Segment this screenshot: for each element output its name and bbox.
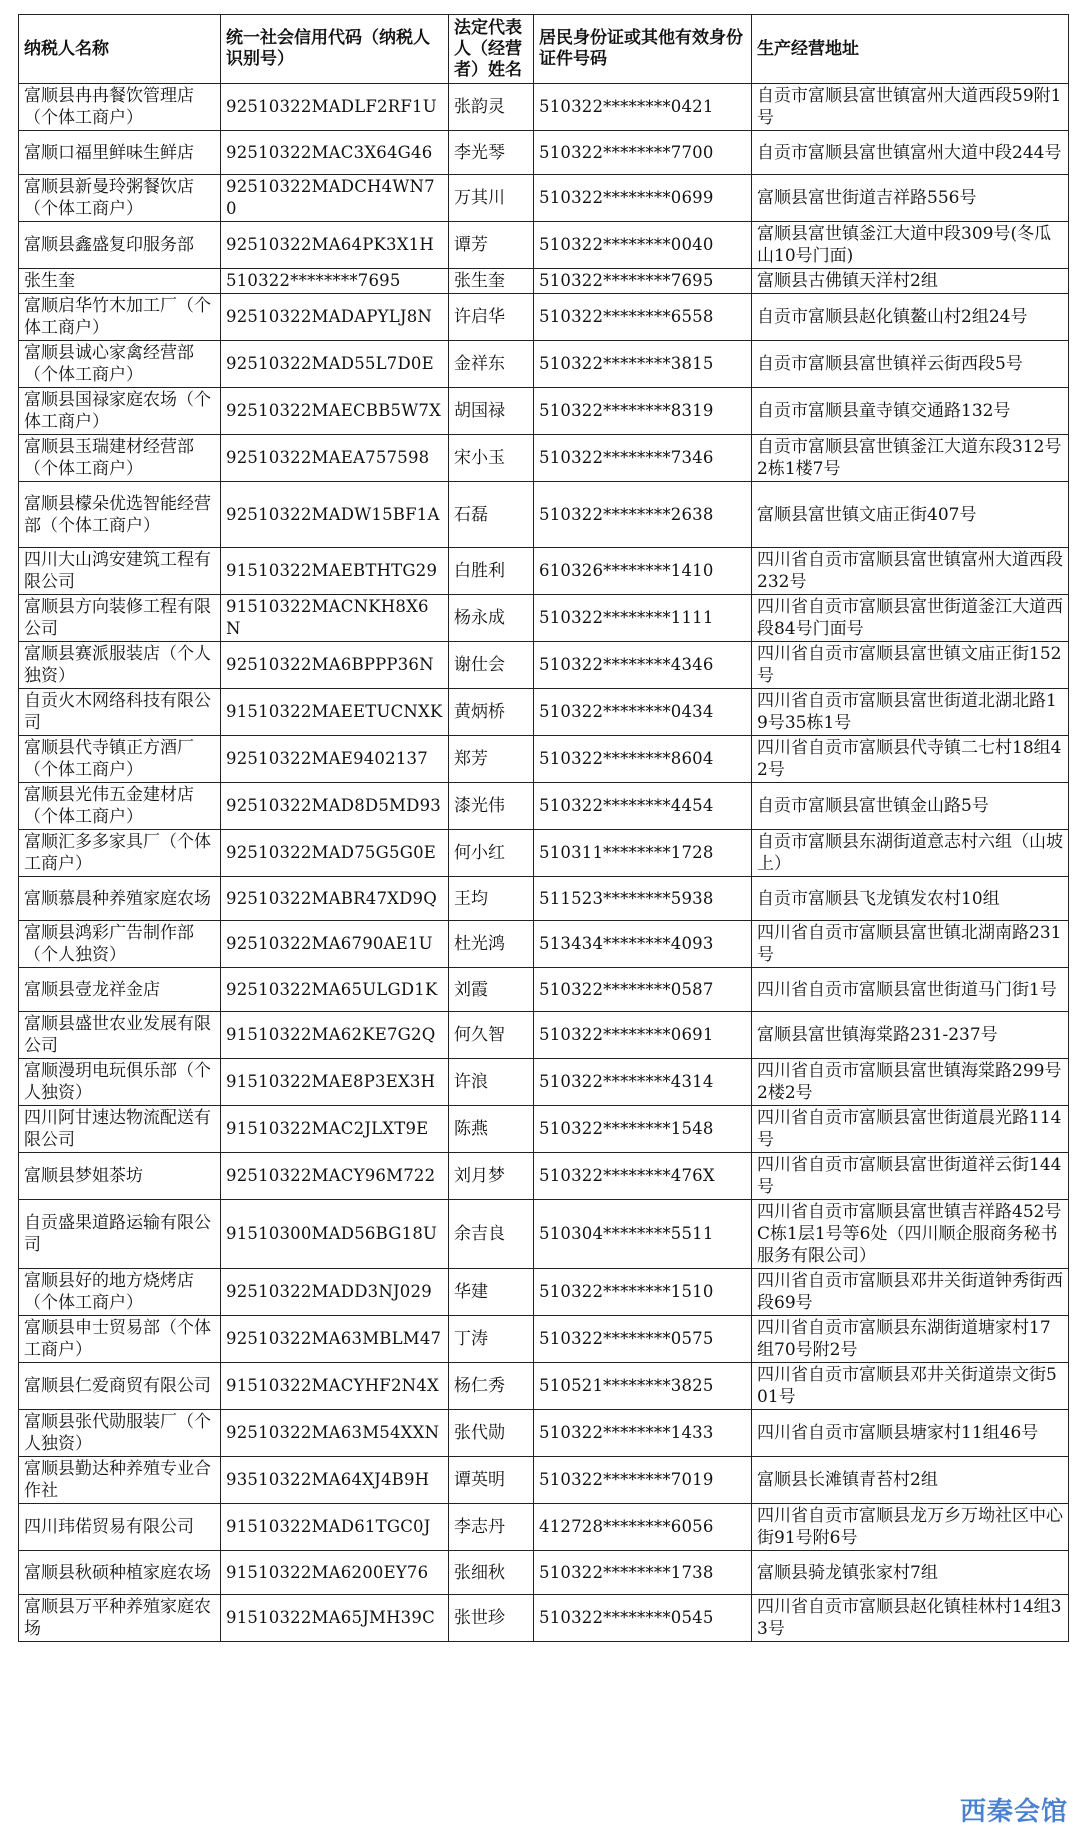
table-row <box>19 877 1069 921</box>
cell-taxpayer-name: 四川大山鸿安建筑工程有限公司 <box>19 548 221 595</box>
cell-id-number: 510322********4454 <box>534 783 752 830</box>
cell-taxpayer-name: 富顺县鸿彩广告制作部（个人独资） <box>19 921 221 968</box>
table-row <box>19 1106 1069 1153</box>
cell-credit-code: 92510322MA63MBLM47 <box>221 1316 449 1363</box>
cell-address: 四川省自贡市富顺县富世镇吉祥路452号C栋1层1号等6处（四川顺企服商务秘书服务有限公司） <box>752 1200 1069 1269</box>
cell-address: 四川省自贡市富顺县邓井关街道钟秀街西段69号 <box>752 1269 1069 1316</box>
cell-credit-code: 92510322MA6BPPP36N <box>221 642 449 689</box>
cell-credit-code: 92510322MACY96M722 <box>221 1153 449 1200</box>
cell-legal-representative: 何久智 <box>449 1012 534 1059</box>
cell-credit-code: 91510322MACNKH8X6N <box>221 595 449 642</box>
cell-credit-code: 92510322MA63M54XXN <box>221 1410 449 1457</box>
cell-taxpayer-name: 富顺县鑫盛复印服务部 <box>19 222 221 269</box>
table-row <box>19 131 1069 175</box>
cell-credit-code: 92510322MADCH4WN70 <box>221 175 449 222</box>
cell-taxpayer-name: 富顺县万平种养殖家庭农场 <box>19 1595 221 1642</box>
header-credit-code: 统一社会信用代码（纳税人识别号） <box>221 15 449 84</box>
table-row <box>19 1200 1069 1269</box>
cell-id-number: 510322********1433 <box>534 1410 752 1457</box>
cell-taxpayer-name: 富顺县梦姐茶坊 <box>19 1153 221 1200</box>
cell-address: 自贡市富顺县富世镇金山路5号 <box>752 783 1069 830</box>
cell-legal-representative: 华建 <box>449 1269 534 1316</box>
table-row <box>19 830 1069 877</box>
table-row <box>19 1269 1069 1316</box>
cell-credit-code: 92510322MA64PK3X1H <box>221 222 449 269</box>
cell-address: 自贡市富顺县富世镇富州大道中段244号 <box>752 131 1069 175</box>
cell-taxpayer-name: 自贡火木网络科技有限公司 <box>19 689 221 736</box>
cell-id-number: 510322********8319 <box>534 388 752 435</box>
cell-credit-code: 91510322MA6200EY76 <box>221 1551 449 1595</box>
cell-address: 自贡市富顺县飞龙镇发农村10组 <box>752 877 1069 921</box>
cell-taxpayer-name: 富顺县秋硕种植家庭农场 <box>19 1551 221 1595</box>
cell-address: 自贡市富顺县赵化镇鳌山村2组24号 <box>752 294 1069 341</box>
cell-credit-code: 91510322MAC2JLXT9E <box>221 1106 449 1153</box>
cell-id-number: 510322********7346 <box>534 435 752 482</box>
cell-credit-code: 91510322MAD61TGC0J <box>221 1504 449 1551</box>
cell-taxpayer-name: 富顺县代寺镇正方酒厂（个体工商户） <box>19 736 221 783</box>
cell-id-number: 510322********1548 <box>534 1106 752 1153</box>
cell-id-number: 510322********0545 <box>534 1595 752 1642</box>
cell-legal-representative: 李志丹 <box>449 1504 534 1551</box>
table-row <box>19 435 1069 482</box>
table-header <box>19 15 1069 84</box>
table-row <box>19 595 1069 642</box>
cell-taxpayer-name: 富顺县赛派服装店（个人独资） <box>19 642 221 689</box>
cell-taxpayer-name: 富顺县张代勋服装厂（个人独资） <box>19 1410 221 1457</box>
cell-credit-code: 91510322MA62KE7G2Q <box>221 1012 449 1059</box>
cell-id-number: 510322********1111 <box>534 595 752 642</box>
cell-address: 四川省自贡市富顺县邓井关街道崇文街501号 <box>752 1363 1069 1410</box>
table-row <box>19 341 1069 388</box>
cell-legal-representative: 谢仕会 <box>449 642 534 689</box>
table-row <box>19 175 1069 222</box>
cell-taxpayer-name: 富顺县壹龙祥金店 <box>19 968 221 1012</box>
table-row <box>19 269 1069 294</box>
cell-legal-representative: 万其川 <box>449 175 534 222</box>
table-row <box>19 968 1069 1012</box>
cell-legal-representative: 张世珍 <box>449 1595 534 1642</box>
cell-credit-code: 92510322MAD8D5MD93 <box>221 783 449 830</box>
cell-id-number: 510322********7700 <box>534 131 752 175</box>
cell-credit-code: 92510322MA65ULGD1K <box>221 968 449 1012</box>
table-row <box>19 1012 1069 1059</box>
cell-id-number: 510322********1738 <box>534 1551 752 1595</box>
cell-taxpayer-name: 自贡盛果道路运输有限公司 <box>19 1200 221 1269</box>
cell-id-number: 510322********7019 <box>534 1457 752 1504</box>
table-row <box>19 783 1069 830</box>
cell-taxpayer-name: 张生奎 <box>19 269 221 294</box>
cell-credit-code: 92510322MABR47XD9Q <box>221 877 449 921</box>
cell-legal-representative: 金祥东 <box>449 341 534 388</box>
cell-id-number: 510322********1510 <box>534 1269 752 1316</box>
cell-legal-representative: 许浪 <box>449 1059 534 1106</box>
cell-id-number: 510304********5511 <box>534 1200 752 1269</box>
cell-legal-representative: 许启华 <box>449 294 534 341</box>
cell-legal-representative: 胡国禄 <box>449 388 534 435</box>
cell-id-number: 510322********0421 <box>534 84 752 131</box>
cell-credit-code: 92510322MADW15BF1A <box>221 482 449 548</box>
cell-legal-representative: 郑芳 <box>449 736 534 783</box>
cell-address: 富顺县富世镇文庙正街407号 <box>752 482 1069 548</box>
cell-taxpayer-name: 富顺县诚心家禽经营部（个体工商户） <box>19 341 221 388</box>
cell-credit-code: 91510322MAEBTHTG29 <box>221 548 449 595</box>
cell-credit-code: 93510322MA64XJ4B9H <box>221 1457 449 1504</box>
cell-legal-representative: 余吉良 <box>449 1200 534 1269</box>
table-row <box>19 736 1069 783</box>
cell-address: 四川省自贡市富顺县代寺镇二七村18组42号 <box>752 736 1069 783</box>
cell-address: 富顺县富世镇釜江大道中段309号(冬瓜山10号门面) <box>752 222 1069 269</box>
cell-address: 四川省自贡市富顺县富世街道釜江大道西段84号门面号 <box>752 595 1069 642</box>
header-address: 生产经营地址 <box>752 15 1069 84</box>
cell-id-number: 510322********0040 <box>534 222 752 269</box>
cell-taxpayer-name: 富顺县仁爱商贸有限公司 <box>19 1363 221 1410</box>
taxpayer-table <box>18 14 1069 1642</box>
cell-legal-representative: 王均 <box>449 877 534 921</box>
table-body <box>19 84 1069 1642</box>
cell-credit-code: 91510300MAD56BG18U <box>221 1200 449 1269</box>
cell-credit-code: 92510322MAE9402137 <box>221 736 449 783</box>
cell-legal-representative: 白胜利 <box>449 548 534 595</box>
cell-taxpayer-name: 富顺县冉冉餐饮管理店（个体工商户） <box>19 84 221 131</box>
cell-id-number: 610326********1410 <box>534 548 752 595</box>
cell-id-number: 510322********3815 <box>534 341 752 388</box>
cell-credit-code: 92510322MAD75G5G0E <box>221 830 449 877</box>
cell-id-number: 412728********6056 <box>534 1504 752 1551</box>
cell-taxpayer-name: 富顺县玉瑞建材经营部（个体工商户） <box>19 435 221 482</box>
cell-address: 富顺县长滩镇青苔村2组 <box>752 1457 1069 1504</box>
cell-credit-code: 91510322MAEETUCNXK <box>221 689 449 736</box>
cell-taxpayer-name: 四川玮偌贸易有限公司 <box>19 1504 221 1551</box>
cell-taxpayer-name: 富顺县新曼玲粥餐饮店（个体工商户） <box>19 175 221 222</box>
cell-id-number: 513434********4093 <box>534 921 752 968</box>
table-row <box>19 1457 1069 1504</box>
cell-credit-code: 92510322MADLF2RF1U <box>221 84 449 131</box>
cell-legal-representative: 陈燕 <box>449 1106 534 1153</box>
cell-address: 四川省自贡市富顺县富世街道马门街1号 <box>752 968 1069 1012</box>
table-row <box>19 1153 1069 1200</box>
cell-credit-code: 510322********7695 <box>221 269 449 294</box>
table-row <box>19 1363 1069 1410</box>
cell-legal-representative: 张韵灵 <box>449 84 534 131</box>
table-row <box>19 642 1069 689</box>
cell-address: 自贡市富顺县富世镇富州大道西段59附1号 <box>752 84 1069 131</box>
cell-taxpayer-name: 富顺启华竹木加工厂（个体工商户） <box>19 294 221 341</box>
cell-address: 四川省自贡市富顺县富世镇北湖南路231号 <box>752 921 1069 968</box>
cell-id-number: 510322********2638 <box>534 482 752 548</box>
cell-address: 四川省自贡市富顺县富世镇富州大道西段232号 <box>752 548 1069 595</box>
header-taxpayer-name: 纳税人名称 <box>19 15 221 84</box>
cell-address: 四川省自贡市富顺县富世街道祥云街144号 <box>752 1153 1069 1200</box>
cell-credit-code: 92510322MAD55L7D0E <box>221 341 449 388</box>
table-row <box>19 1410 1069 1457</box>
table-row <box>19 222 1069 269</box>
cell-legal-representative: 宋小玉 <box>449 435 534 482</box>
cell-id-number: 511523********5938 <box>534 877 752 921</box>
cell-address: 自贡市富顺县东湖街道意志村六组（山坡上） <box>752 830 1069 877</box>
cell-id-number: 510322********4346 <box>534 642 752 689</box>
cell-id-number: 510322********7695 <box>534 269 752 294</box>
cell-legal-representative: 何小红 <box>449 830 534 877</box>
cell-taxpayer-name: 富顺县盛世农业发展有限公司 <box>19 1012 221 1059</box>
cell-id-number: 510322********0575 <box>534 1316 752 1363</box>
cell-id-number: 510322********0691 <box>534 1012 752 1059</box>
cell-address: 富顺县富世街道吉祥路556号 <box>752 175 1069 222</box>
cell-legal-representative: 刘霞 <box>449 968 534 1012</box>
cell-legal-representative: 石磊 <box>449 482 534 548</box>
cell-legal-representative: 杨永成 <box>449 595 534 642</box>
cell-address: 四川省自贡市富顺县东湖街道塘家村17组70号附2号 <box>752 1316 1069 1363</box>
cell-legal-representative: 张代勋 <box>449 1410 534 1457</box>
cell-credit-code: 92510322MADAPYLJ8N <box>221 294 449 341</box>
cell-taxpayer-name: 富顺县方向装修工程有限公司 <box>19 595 221 642</box>
cell-legal-representative: 谭芳 <box>449 222 534 269</box>
cell-taxpayer-name: 富顺县国禄家庭农场（个体工商户） <box>19 388 221 435</box>
table-row <box>19 689 1069 736</box>
cell-address: 四川省自贡市富顺县富世镇海棠路299号2楼2号 <box>752 1059 1069 1106</box>
cell-taxpayer-name: 四川阿甘速达物流配送有限公司 <box>19 1106 221 1153</box>
cell-credit-code: 91510322MA65JMH39C <box>221 1595 449 1642</box>
cell-address: 四川省自贡市富顺县富世街道北湖北路19号35栋1号 <box>752 689 1069 736</box>
cell-address: 自贡市富顺县富世镇釜江大道东段312号2栋1楼7号 <box>752 435 1069 482</box>
table-row <box>19 1059 1069 1106</box>
cell-credit-code: 92510322MA6790AE1U <box>221 921 449 968</box>
table-row <box>19 1595 1069 1642</box>
cell-legal-representative: 谭英明 <box>449 1457 534 1504</box>
cell-legal-representative: 漆光伟 <box>449 783 534 830</box>
table-row <box>19 1551 1069 1595</box>
cell-taxpayer-name: 富顺漫玥电玩俱乐部（个人独资） <box>19 1059 221 1106</box>
cell-credit-code: 92510322MAC3X64G46 <box>221 131 449 175</box>
table-row <box>19 1504 1069 1551</box>
cell-credit-code: 92510322MADD3NJ029 <box>221 1269 449 1316</box>
cell-address: 自贡市富顺县富世镇祥云街西段5号 <box>752 341 1069 388</box>
cell-credit-code: 91510322MACYHF2N4X <box>221 1363 449 1410</box>
cell-address: 四川省自贡市富顺县龙万乡万坳社区中心街91号附6号 <box>752 1504 1069 1551</box>
cell-credit-code: 92510322MAEA757598 <box>221 435 449 482</box>
table-row <box>19 482 1069 548</box>
table-row <box>19 548 1069 595</box>
cell-taxpayer-name: 富顺汇多多家具厂（个体工商户） <box>19 830 221 877</box>
cell-taxpayer-name: 富顺口福里鲜味生鲜店 <box>19 131 221 175</box>
header-legal-representative: 法定代表人（经营者）姓名 <box>449 15 534 84</box>
cell-legal-representative: 张生奎 <box>449 269 534 294</box>
cell-id-number: 510322********6558 <box>534 294 752 341</box>
cell-taxpayer-name: 富顺慕晨种养殖家庭农场 <box>19 877 221 921</box>
cell-id-number: 510521********3825 <box>534 1363 752 1410</box>
cell-taxpayer-name: 富顺县檬朵优选智能经营部（个体工商户） <box>19 482 221 548</box>
table-row <box>19 294 1069 341</box>
cell-legal-representative: 李光琴 <box>449 131 534 175</box>
cell-id-number: 510322********476X <box>534 1153 752 1200</box>
cell-address: 富顺县富世镇海棠路231-237号 <box>752 1012 1069 1059</box>
taxpayer-table-wrapper <box>18 14 1068 1642</box>
cell-legal-representative: 张细秋 <box>449 1551 534 1595</box>
cell-address: 富顺县古佛镇天洋村2组 <box>752 269 1069 294</box>
table-row <box>19 1316 1069 1363</box>
cell-legal-representative: 杜光鸿 <box>449 921 534 968</box>
cell-taxpayer-name: 富顺县光伟五金建材店（个体工商户） <box>19 783 221 830</box>
cell-taxpayer-name: 富顺县勤达种养殖专业合作社 <box>19 1457 221 1504</box>
cell-credit-code: 91510322MAE8P3EX3H <box>221 1059 449 1106</box>
cell-legal-representative: 黄炳桥 <box>449 689 534 736</box>
cell-address: 自贡市富顺县童寺镇交通路132号 <box>752 388 1069 435</box>
table-row <box>19 921 1069 968</box>
cell-id-number: 510322********0699 <box>534 175 752 222</box>
cell-address: 四川省自贡市富顺县赵化镇桂林村14组33号 <box>752 1595 1069 1642</box>
header-id-number: 居民身份证或其他有效身份证件号码 <box>534 15 752 84</box>
cell-taxpayer-name: 富顺县好的地方烧烤店（个体工商户） <box>19 1269 221 1316</box>
cell-id-number: 510322********0587 <box>534 968 752 1012</box>
cell-address: 四川省自贡市富顺县富世镇文庙正街152号 <box>752 642 1069 689</box>
cell-credit-code: 92510322MAECBB5W7X <box>221 388 449 435</box>
cell-id-number: 510322********4314 <box>534 1059 752 1106</box>
cell-legal-representative: 杨仁秀 <box>449 1363 534 1410</box>
cell-address: 富顺县骑龙镇张家村7组 <box>752 1551 1069 1595</box>
table-row <box>19 84 1069 131</box>
table-row <box>19 388 1069 435</box>
cell-id-number: 510311********1728 <box>534 830 752 877</box>
cell-address: 四川省自贡市富顺县塘家村11组46号 <box>752 1410 1069 1457</box>
cell-legal-representative: 丁涛 <box>449 1316 534 1363</box>
cell-legal-representative: 刘月梦 <box>449 1153 534 1200</box>
header-row <box>19 15 1069 84</box>
cell-address: 四川省自贡市富顺县富世街道晨光路114号 <box>752 1106 1069 1153</box>
cell-id-number: 510322********0434 <box>534 689 752 736</box>
cell-taxpayer-name: 富顺县申士贸易部（个体工商户） <box>19 1316 221 1363</box>
cell-id-number: 510322********8604 <box>534 736 752 783</box>
watermark-logo: 西秦会馆 <box>959 1797 1068 1827</box>
